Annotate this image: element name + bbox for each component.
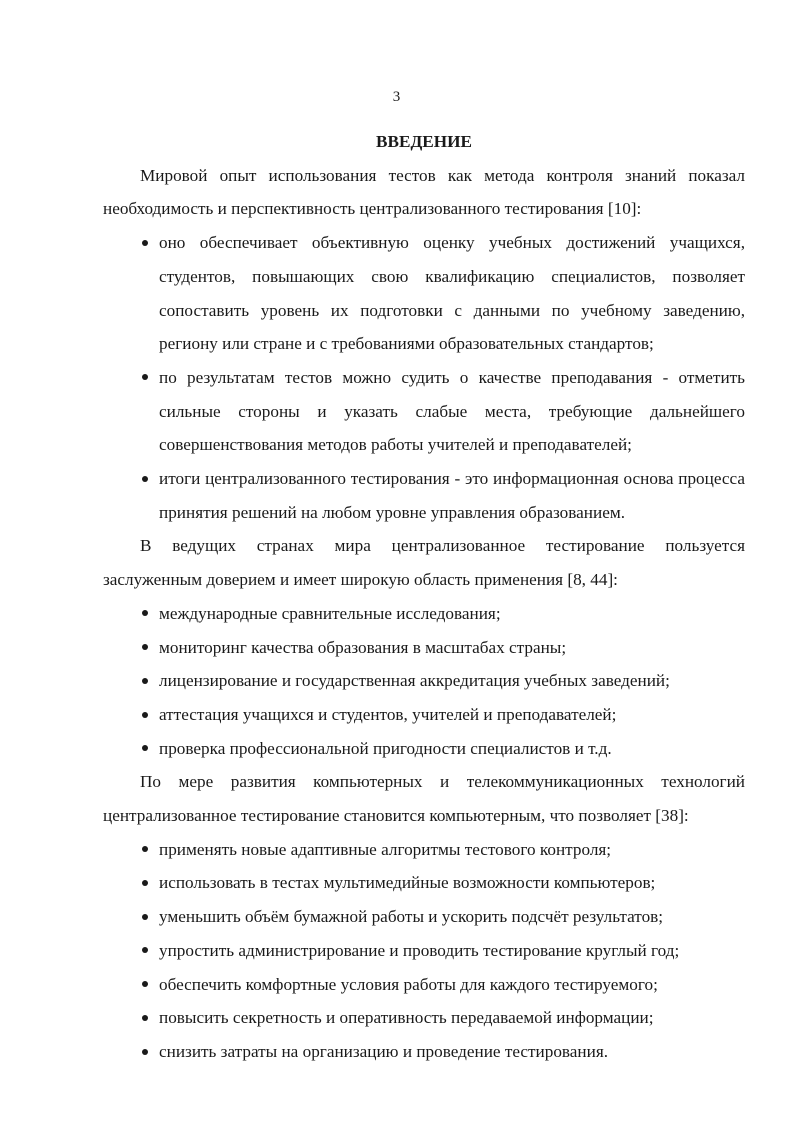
list-item [103, 1001, 745, 1035]
list-item-text: мониторинг качества образования в масштабах страны; [159, 637, 567, 657]
intro-paragraph: Мировой опыт использования тестов как метода контроля знаний показал необходимость и перспективность централизованного тестирования [10]: [103, 165, 745, 219]
list-item-text: обеспечить комфортные условия работы для каждого тестируемого; [159, 974, 658, 994]
bullet-icon [139, 1001, 151, 1035]
bullet-icon [139, 866, 151, 900]
bullet-icon [139, 462, 151, 496]
list-item [103, 226, 745, 361]
list-item [103, 361, 745, 462]
list-item-text: итоги централизованного тестирования - это информационная основа процесса принятия решений на любом уровне управления образованием. [159, 469, 745, 522]
list-item-text: снизить затраты на организацию и проведение тестирования. [159, 1041, 609, 1061]
list-item-text: проверка профессиональной пригодности специалистов и т.д. [159, 738, 612, 758]
bullet-icon [139, 698, 151, 732]
page-number: 3 [392, 89, 401, 105]
list-item [103, 934, 745, 968]
bullet-icon [139, 1035, 151, 1069]
list-item-text: повысить секретность и оперативность передаваемой информации; [159, 1008, 654, 1028]
list-item [103, 631, 745, 665]
bullet-icon [139, 226, 151, 260]
computer-testing-bullet-list [103, 833, 745, 1069]
list-item-text: применять новые адаптивные алгоритмы тестового контроля; [159, 839, 612, 859]
list-item [103, 1035, 745, 1069]
list-item-text: лицензирование и государственная аккредитация учебных заведений; [159, 671, 670, 691]
list-item-text: по результатам тестов можно судить о качестве преподавания - отметить сильные стороны и указать слабые места, требующие дальнейшего совершенствования методов работы учителей и преподавателей; [159, 367, 745, 455]
list-item [103, 597, 745, 631]
computer-testing-paragraph: По мере развития компьютерных и телекоммуникационных технологий централизованное тестирование становится компьютерным, что позволяет [38]: [103, 772, 745, 826]
list-item-text: использовать в тестах мультимедийные возможности компьютеров; [159, 873, 656, 893]
bullet-icon [139, 732, 151, 766]
list-item-text: оно обеспечивает объективную оценку учебных достижений учащихся, студентов, повышающих свою квалификацию специалистов, позволяет сопоставить уровень их подготовки с данными по учебному заведению, региону или стране и с требованиями образовательных стандартов; [159, 233, 745, 354]
list-item [103, 900, 745, 934]
list-item-text: уменьшить объём бумажной работы и ускорить подсчёт результатов; [159, 907, 664, 927]
list-item [103, 866, 745, 900]
list-item [103, 732, 745, 766]
page-content [103, 125, 745, 1069]
applications-bullet-list [103, 597, 745, 766]
bullet-icon [139, 833, 151, 867]
list-item [103, 833, 745, 867]
list-item [103, 462, 745, 529]
list-item [103, 698, 745, 732]
list-item [103, 664, 745, 698]
bullet-icon [139, 934, 151, 968]
bullet-icon [139, 664, 151, 698]
applications-paragraph: В ведущих странах мира централизованное тестирование пользуется заслуженным доверием и имеет широкую область применения [8, 44]: [103, 536, 745, 590]
section-title: ВВЕДЕНИЕ [376, 132, 472, 151]
intro-bullet-list [103, 226, 745, 529]
list-item-text: аттестация учащихся и студентов, учителей и преподавателей; [159, 704, 617, 724]
bullet-icon [139, 631, 151, 665]
list-item [103, 968, 745, 1002]
list-item-text: международные сравнительные исследования; [159, 603, 501, 623]
bullet-icon [139, 968, 151, 1002]
bullet-icon [139, 361, 151, 395]
bullet-icon [139, 900, 151, 934]
bullet-icon [139, 597, 151, 631]
list-item-text: упростить администрирование и проводить тестирование круглый год; [159, 940, 680, 960]
